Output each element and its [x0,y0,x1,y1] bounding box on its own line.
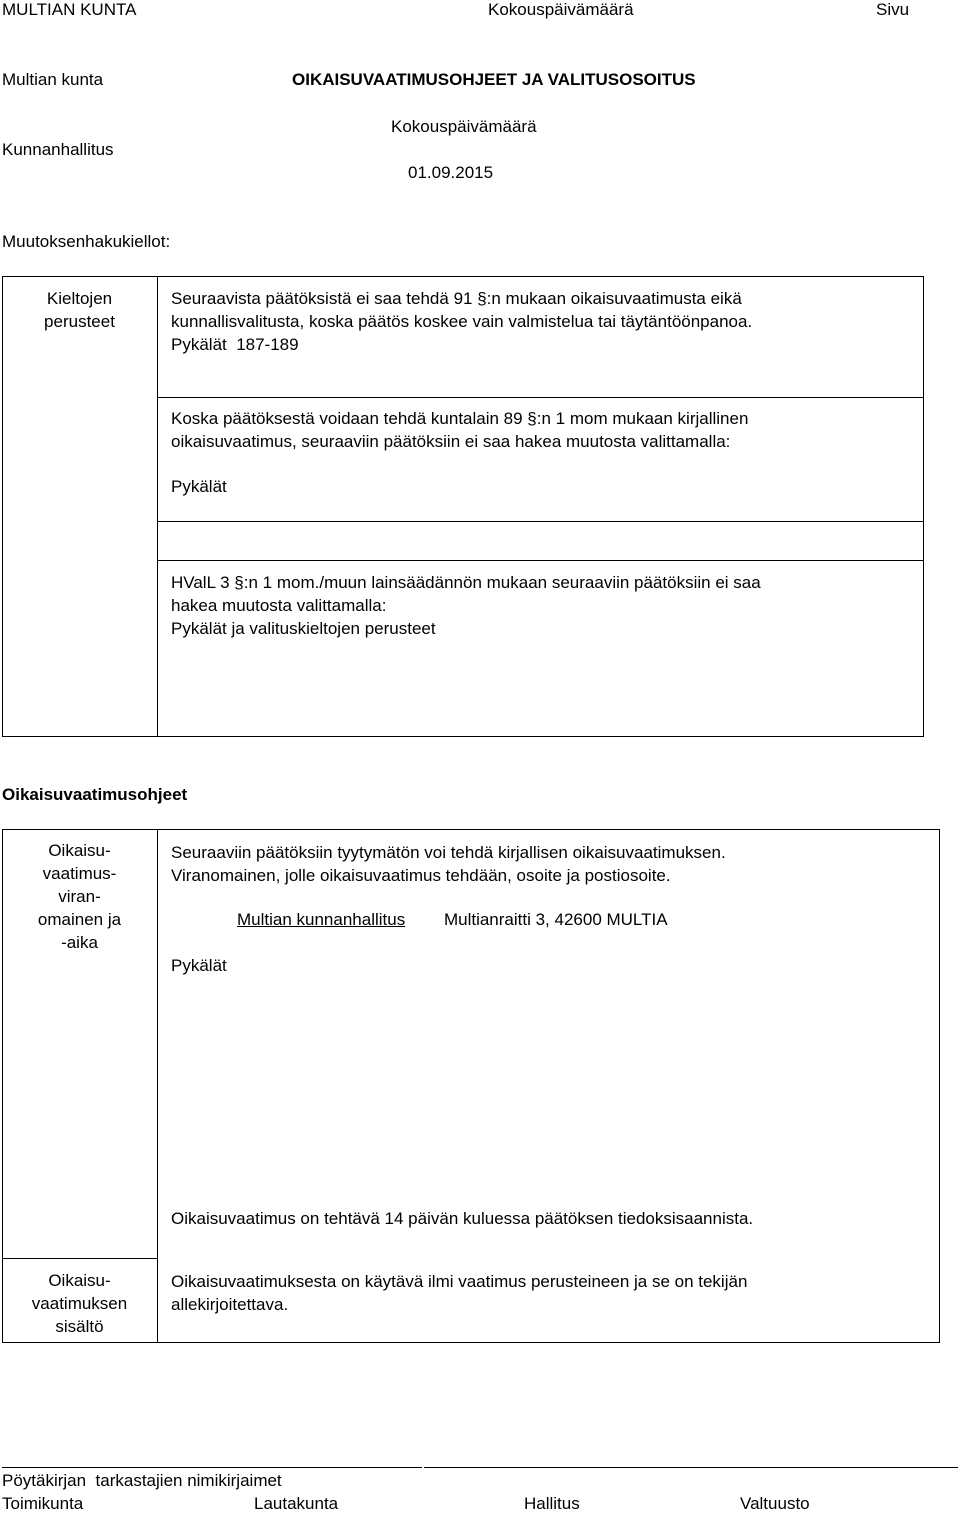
restrictions-paragraph-3 [171,571,921,640]
instructions-content-line-2: allekirjoitettava. [171,1295,289,1314]
instructions-content-line-1: Oikaisuvaatimuksesta on käytävä ilmi vaatimus perusteineen ja se on tekijän [171,1272,748,1291]
restrictions-p3-line-1: HValL 3 §:n 1 mom./muun lainsäädännön mukaan seuraaviin päätöksiin ei saa [171,573,761,592]
instructions-authority-label [2,839,157,954]
instructions-content-label-line-2: vaatimuksen [31,1294,128,1313]
restrictions-paragraph-2 [171,407,921,453]
restrictions-p1-sections: Pykälät 187-189 [171,335,299,354]
restrictions-p3-line-2: hakea muutosta valittamalla: [171,596,387,615]
instructions-authority-row [171,910,668,930]
instructions-paragraph [171,841,931,887]
document-title: OIKAISUVAATIMUSOHJEET JA VALITUSOSOITUS [292,70,696,89]
restrictions-p2-line-1: Koska päätöksestä voidaan tehdä kuntalain 89 §:n 1 mom mukaan kirjallinen [171,409,749,428]
footer-col-lautakunta: Lautakunta [254,1494,339,1513]
instructions-deadline: Oikaisuvaatimus on tehtävä 14 päivän kuluessa päätöksen tiedoksisaannista. [171,1209,754,1228]
footer-col-toimikunta: Toimikunta [2,1494,84,1513]
instructions-authority-label-line-4: omainen ja [37,910,122,929]
restrictions-heading: Muutoksenhakukiellot: [2,232,171,251]
footer-line-right [424,1467,958,1468]
restrictions-left-label-line-1: Kieltojen [46,289,113,308]
meta-meeting-date-label: Kokouspäivämäärä [391,117,537,136]
instructions-content-paragraph [171,1270,931,1316]
restrictions-p2-sections: Pykälät [171,477,227,496]
instructions-authority-label-line-3: viran- [58,887,101,906]
municipality-name: Multian kunta [2,70,104,89]
header-meeting-date-label: Kokouspäivämäärä [488,0,634,19]
restrictions-left-label-line-2: perusteet [44,312,115,331]
authority-name: Multian kunnanhallitus [237,910,406,929]
body-name: Kunnanhallitus [2,140,114,159]
restrictions-paragraph-1 [171,287,921,356]
restrictions-left-label [2,287,157,333]
restrictions-row-divider-3 [157,560,924,561]
restrictions-p3-sections: Pykälät ja valituskieltojen perusteet [171,619,436,638]
instructions-content-label [2,1269,157,1338]
instructions-authority-label-line-1: Oikaisu- [48,841,111,860]
restrictions-p1-line-2: kunnallisvalitusta, koska päätös koskee vain valmistelua tai täytäntöönpanoa. [171,312,753,331]
instructions-line-1: Seuraaviin päätöksiin tyytymätön voi tehdä kirjallisen oikaisuvaatimuksen. [171,843,726,862]
instructions-content-label-line-1: Oikaisu- [48,1271,111,1290]
footer-initials-label: Pöytäkirjan tarkastajien nimikirjaimet [2,1471,282,1490]
instructions-authority-label-line-5: -aika [61,933,98,952]
authority-address: Multianraitti 3, 42600 MULTIA [443,910,668,929]
footer-col-valtuusto: Valtuusto [740,1494,810,1513]
instructions-sections: Pykälät [171,956,227,975]
restrictions-column-divider [157,276,158,737]
instructions-heading: Oikaisuvaatimusohjeet [2,785,188,804]
instructions-line-2: Viranomainen, jolle oikaisuvaatimus tehdään, osoite ja postiosoite. [171,866,671,885]
instructions-content-label-line-3: sisältö [55,1317,104,1336]
footer-line-left [2,1467,422,1468]
footer-col-hallitus: Hallitus [524,1494,580,1513]
meeting-date: 01.09.2015 [408,163,494,182]
restrictions-row-divider-1 [157,397,924,398]
restrictions-p1-line-1: Seuraavista päätöksistä ei saa tehdä 91 §:n mukaan oikaisuvaatimusta eikä [171,289,742,308]
instructions-authority-label-line-2: vaatimus- [42,864,117,883]
header-page-label: Sivu [876,0,910,19]
instructions-left-row-divider [2,1258,158,1259]
restrictions-row-divider-2 [157,521,924,522]
header-org: MULTIAN KUNTA [2,0,137,19]
restrictions-p2-line-2: oikaisuvaatimus, seuraaviin päätöksiin ei saa hakea muutosta valittamalla: [171,432,731,451]
instructions-column-divider [157,829,158,1343]
